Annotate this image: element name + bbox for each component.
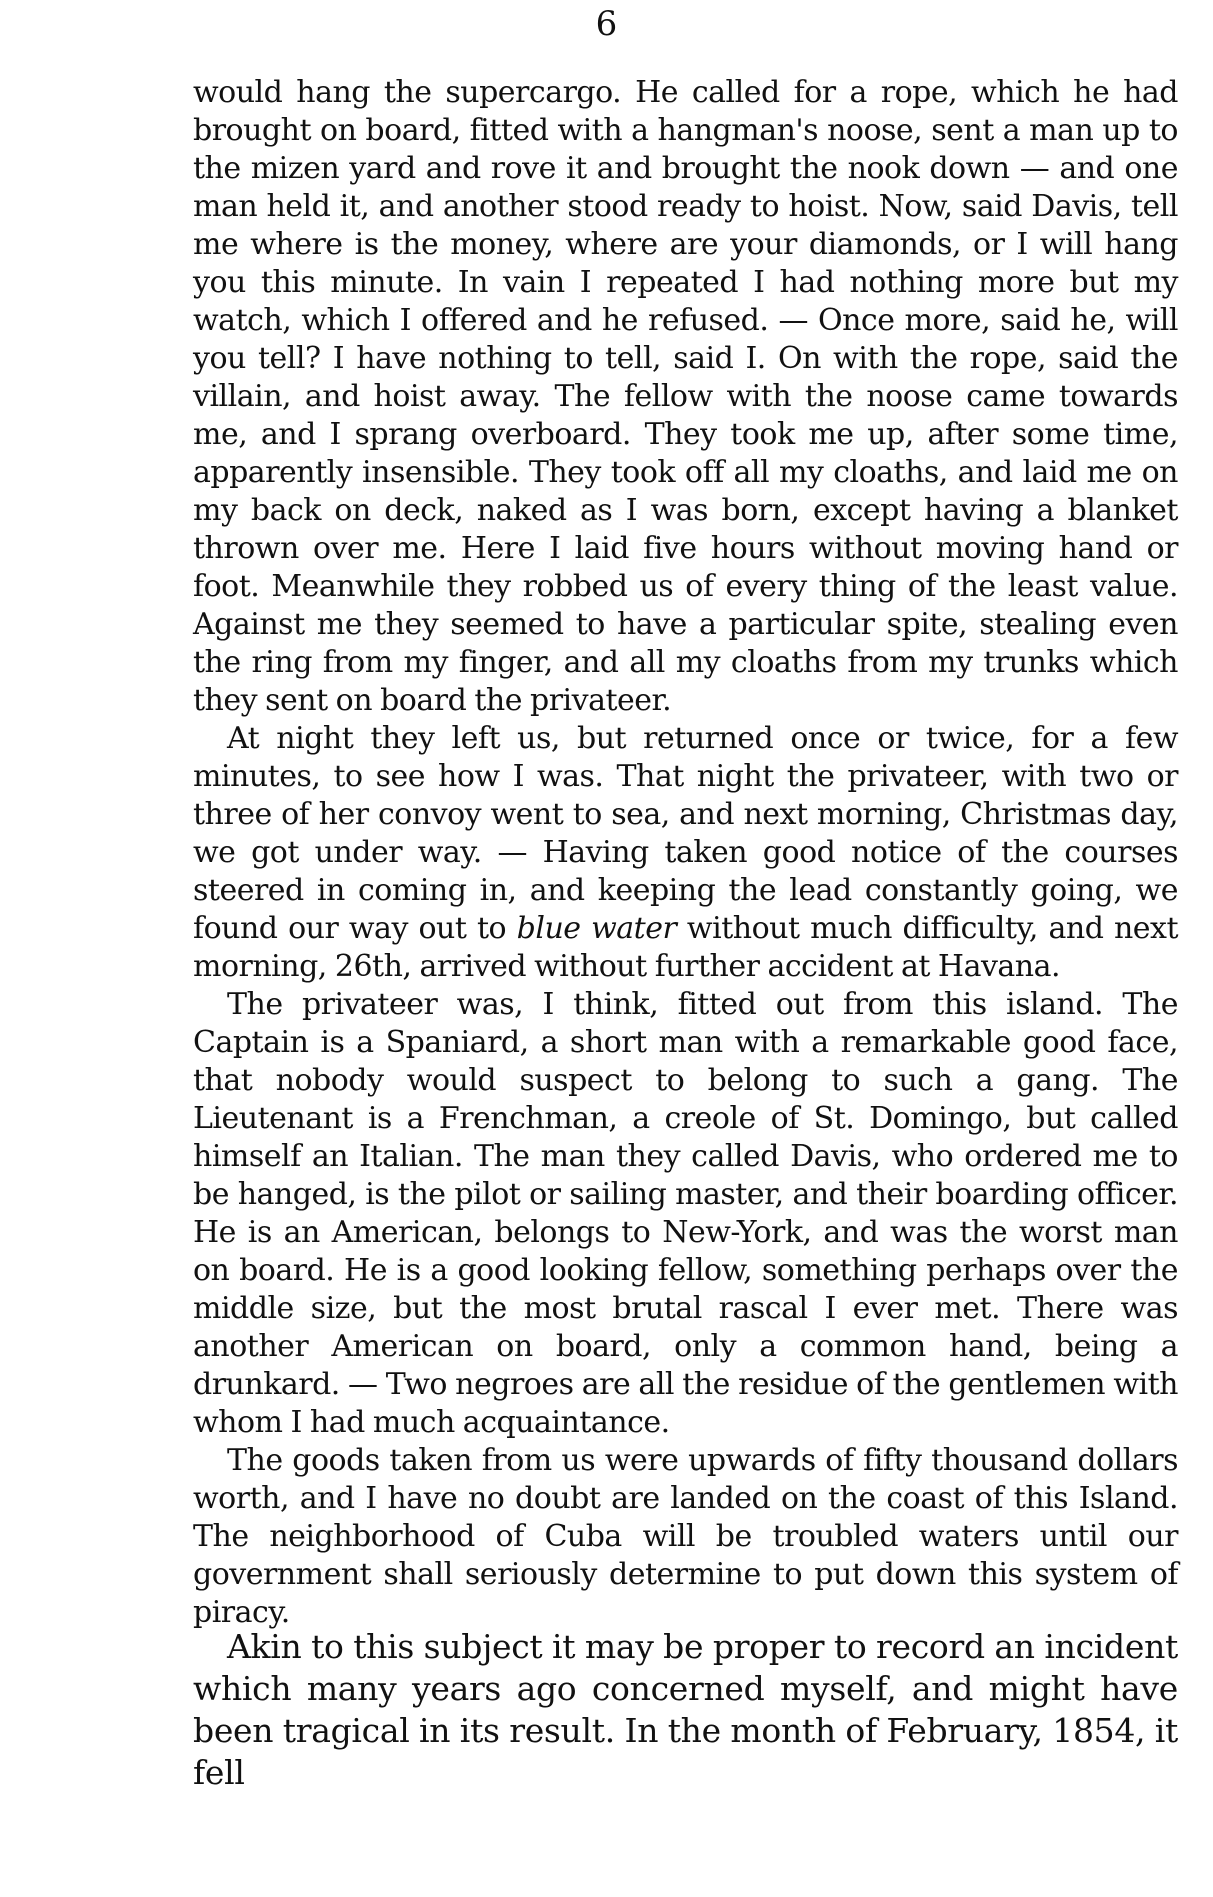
paragraph-akin-incident: Akin to this subject it may be proper to record an incident which many years ago concerned myself, and might have been tragical in its result. In the month of February, 1854, it fell [193, 1627, 1178, 1792]
narrative-text [193, 1626, 1178, 1794]
page-number: 6 [595, 4, 618, 44]
paragraph-night-departure [193, 720, 1178, 986]
italic-blue-water: blue water [516, 911, 677, 946]
paragraph-night-departure-end: without much difficulty, and next morning, 26th, arrived without further accident at Havana. [193, 911, 1179, 984]
paragraph-night-departure-start: At night they left us, but returned once or twice, for a few minutes, to see how I was. That night the privateer, with two or three of her convoy went to sea, and next morning, Christmas day, we got under way. — Having taken good notice of the courses steered in coming in, and keeping the lead constantly going, we found our way out to [193, 721, 1178, 946]
paragraph-privateer-crew: The privateer was, I think, fitted out from this island. The Captain is a Spaniard, a short man with a remarkable good face, that nobody would suspect to belong to such a gang. The Lieutenant is a Frenchman, a creole of St. Domingo, but called himself an Italian. The man they called Davis, who ordered me to be hanged, is the pilot or sailing master, and their boarding officer. He is an American, belongs to New-York, and was the worst man on board. He is a good looking fellow, something perhaps over the middle size, but the most brutal rascal I ever met. There was another American on board, only a common hand, being a drunkard. — Two negroes are all the residue of the gentlemen with whom I had much acquaintance. [193, 987, 1178, 1440]
paragraph-goods-taken: The goods taken from us were upwards of fifty thousand dollars worth, and I have no doubt are landed on the coast of this Island. The neighborhood of Cuba will be troubled waters until our government shall seriously determine to put down this system of piracy. [193, 1443, 1178, 1630]
quoted-letter-text [193, 74, 1178, 1632]
paragraph-hanging-threat: would hang the supercargo. He called for a rope, which he had brought on board, fitted with a hangman's noose, sent a man up to the mizen yard and rove it and brought the nook down — and one man held it, and another stood ready to hoist. Now, said Davis, tell me where is the money, where are your diamonds, or I will hang you this minute. In vain I repeated I had nothing more but my watch, which I offered and he refused. — Once more, said he, will you tell? I have nothing to tell, said I. On with the rope, said the villain, and hoist away. The fellow with the noose came towards me, and I sprang overboard. They took me up, after some time, apparently insensible. They took off all my cloaths, and laid me on my back on deck, naked as I was born, except having a blanket thrown over me. Here I laid five hours without moving hand or foot. Meanwhile they robbed us of every thing of the least value. Against me they seemed to have a particular spite, stealing even the ring from my finger, and all my cloaths from my trunks which they sent on board the privateer. [193, 75, 1178, 718]
